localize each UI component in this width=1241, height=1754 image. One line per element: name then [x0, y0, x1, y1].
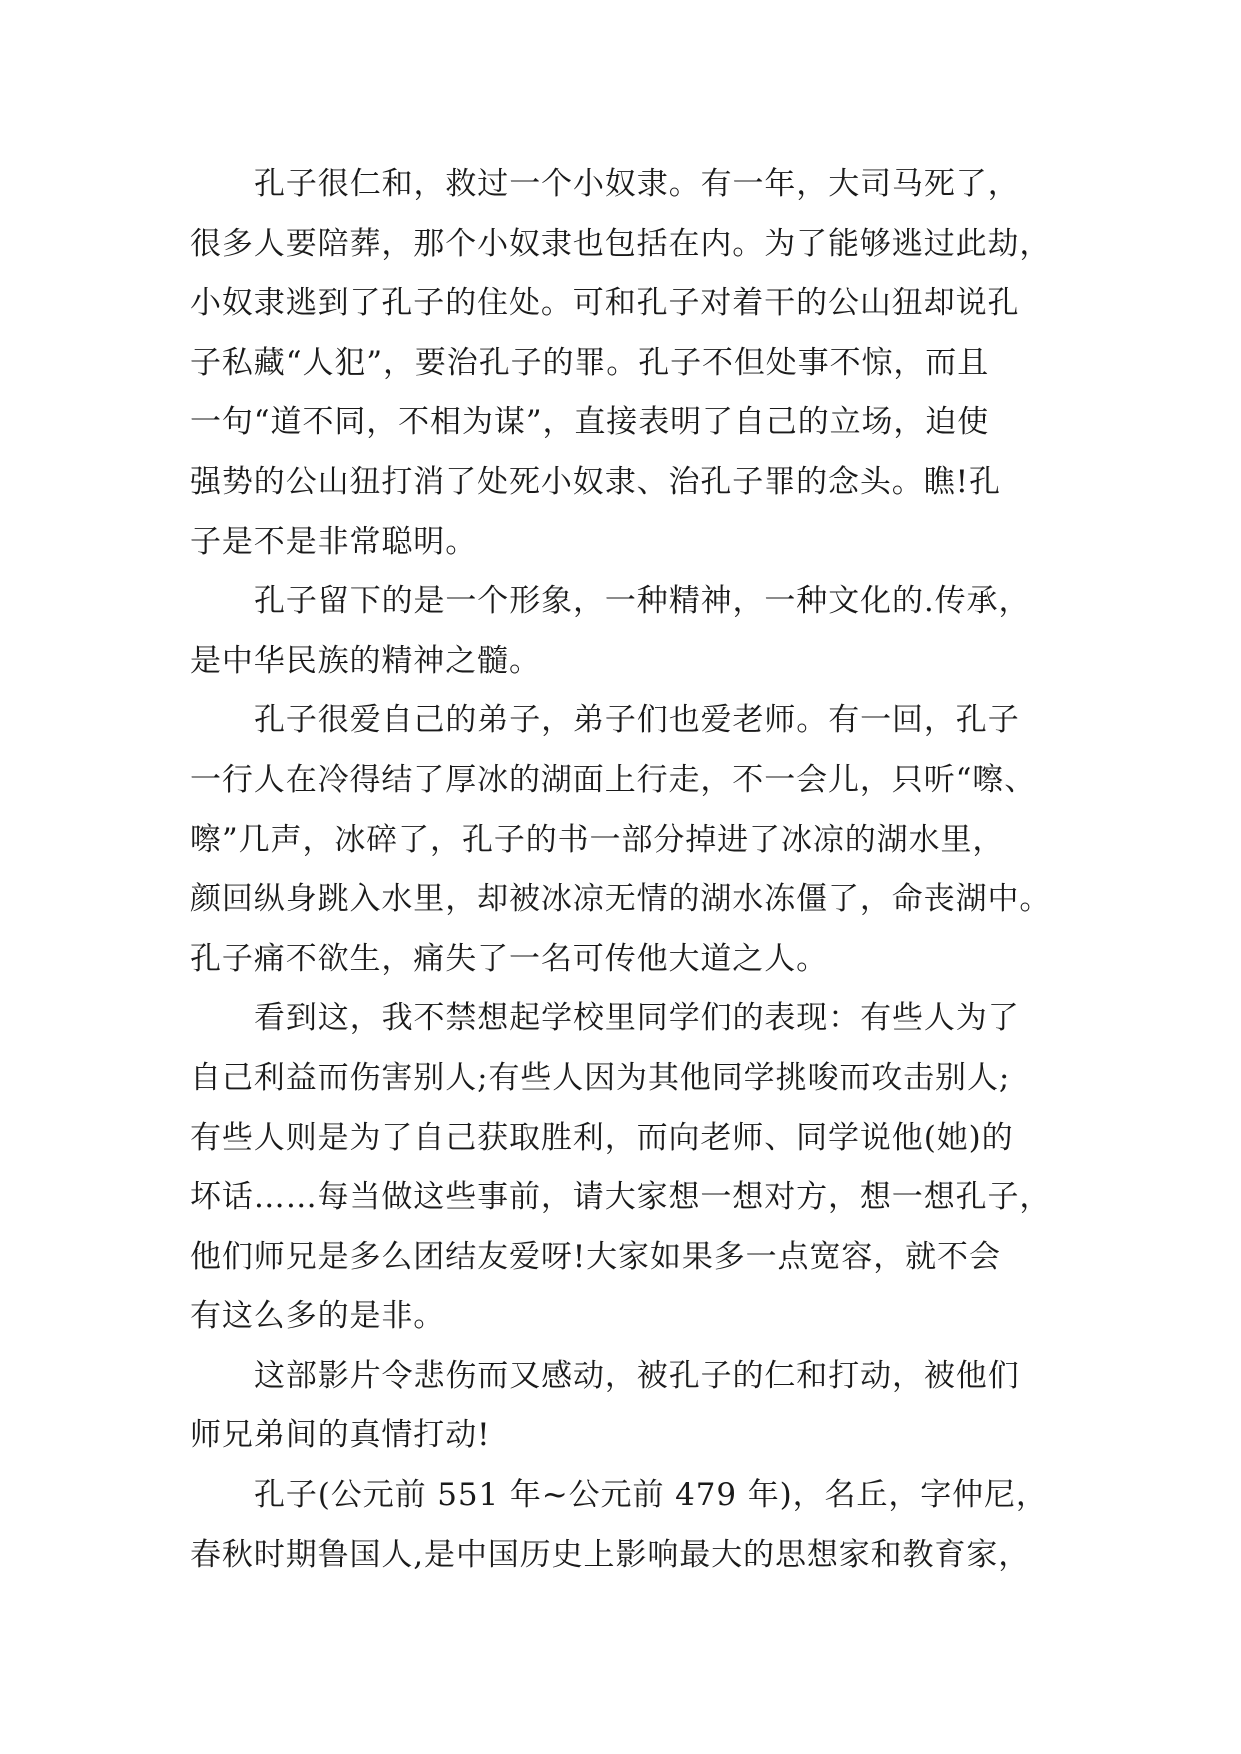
text-line: 孔子(公元前 551 年~公元前 479 年)，名丘，字仲尼，	[254, 1477, 1048, 1514]
text-line: 有些人则是为了自己获取胜利，而向老师、同学说他(她)的	[190, 1119, 1014, 1156]
text-line: 他们师兄是多么团结友爱呀!大家如果多一点宽容，就不会	[190, 1238, 1001, 1275]
text-line: 子私藏“人犯”，要治孔子的罪。孔子不但处事不惊，而且	[190, 344, 990, 381]
text-line: 一行人在冷得结了厚冰的湖面上行走，不一会儿，只听“嚓、	[190, 761, 1037, 798]
text-line: 看到这，我不禁想起学校里同学们的表现：有些人为了	[254, 1000, 1020, 1037]
text-line: 孔子痛不欲生，痛失了一名可传他大道之人。	[190, 940, 828, 977]
text-line: 孔子留下的是一个形象，一种精神，一种文化的.传承，	[254, 583, 1031, 620]
text-line: 子是不是非常聪明。	[190, 523, 478, 560]
text-line: 很多人要陪葬，那个小奴隶也包括在内。为了能够逃过此劫，	[190, 225, 1052, 262]
text-line: 是中华民族的精神之髓。	[190, 642, 541, 679]
text-line: 孔子很爱自己的弟子，弟子们也爱老师。有一回，孔子	[254, 702, 1020, 739]
text-line: 这部影片令悲伤而又感动，被孔子的仁和打动，被他们	[254, 1357, 1020, 1394]
text-line: 一句“道不同，不相为谋”，直接表明了自己的立场，迫使	[190, 404, 990, 441]
text-line: 有这么多的是非。	[190, 1298, 446, 1335]
text-line: 自己利益而伤害别人;有些人因为其他同学挑唆而攻击别人;	[190, 1059, 1011, 1096]
text-line: 嚓”几声，冰碎了，孔子的书一部分掉进了冰凉的湖水里，	[190, 821, 1005, 858]
text-line: 小奴隶逃到了孔子的住处。可和孔子对着干的公山狃却说孔	[190, 285, 1020, 322]
text-line: 孔子很仁和，救过一个小奴隶。有一年，大司马死了，	[254, 166, 1020, 202]
text-line: 春秋时期鲁国人,是中国历史上影响最大的思想家和教育家，	[190, 1536, 1031, 1573]
text-line: 师兄弟间的真情打动!	[190, 1417, 491, 1454]
text-line: 颜回纵身跳入水里，却被冰凉无情的湖水冻僵了，命丧湖中。	[190, 881, 1052, 918]
text-line: 强势的公山狃打消了处死小奴隶、治孔子罪的念头。瞧!孔	[190, 463, 1001, 500]
document-body	[190, 155, 1060, 1585]
text-line: 坏话……每当做这些事前，请大家想一想对方，想一想孔子，	[190, 1179, 1052, 1216]
